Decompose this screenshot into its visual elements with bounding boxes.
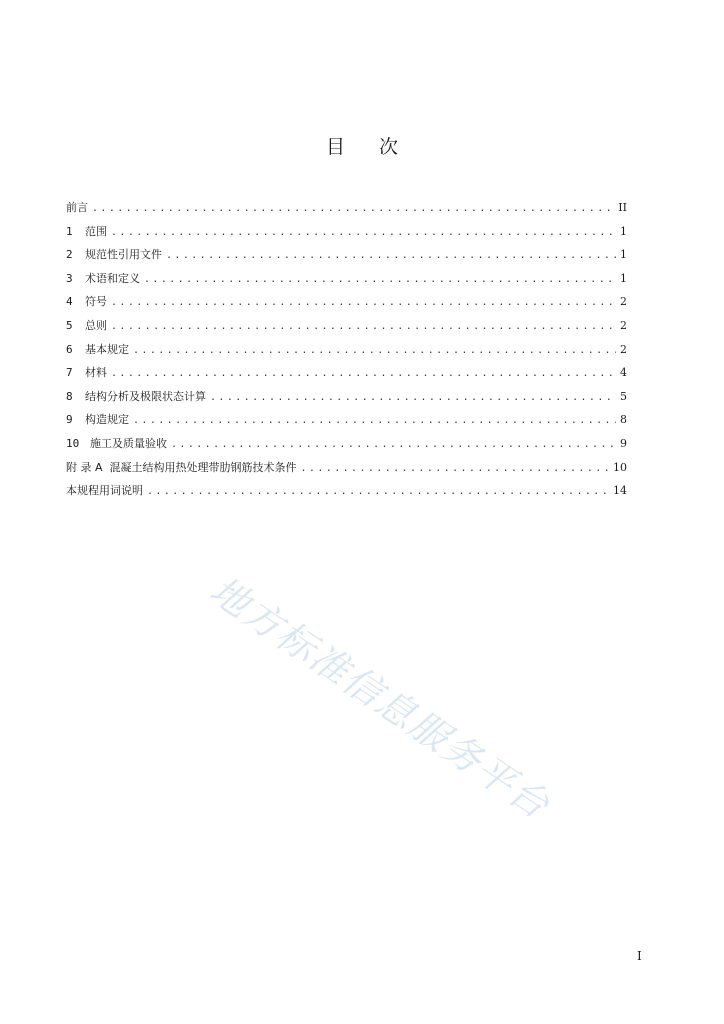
toc-entry[interactable]	[66, 270, 627, 294]
toc-leader-dots	[171, 436, 616, 454]
toc-leader-dots	[111, 318, 616, 336]
toc-entry-page: 1	[620, 224, 627, 238]
toc-entry[interactable]	[66, 459, 627, 483]
toc-entry[interactable]	[66, 411, 627, 435]
toc-entry-number: 6	[66, 342, 73, 356]
toc-leader-dots	[111, 224, 616, 242]
toc-entry-page: 2	[620, 318, 627, 332]
toc-leader-dots	[111, 365, 616, 383]
toc-entry-label: 术语和定义	[85, 271, 140, 285]
toc-entry-label: 施工及质量验收	[90, 436, 167, 450]
toc-leader-dots	[210, 389, 616, 407]
toc-entry[interactable]	[66, 223, 627, 247]
toc-entry-page: 5	[620, 389, 627, 403]
toc-entry[interactable]	[66, 246, 627, 270]
toc-entry-page: 14	[613, 484, 627, 498]
toc-entry-number: 2	[66, 248, 73, 262]
toc-entry-number: 1	[66, 224, 73, 238]
toc-leader-dots	[144, 271, 616, 289]
toc-entry[interactable]	[66, 293, 627, 317]
page-title: 目 次	[325, 136, 413, 158]
page-number: I	[637, 949, 642, 963]
toc-entry-label: 范围	[85, 224, 107, 238]
toc-entry-number: 9	[66, 413, 73, 427]
toc-entry[interactable]	[66, 388, 627, 412]
toc-entry-label: 基本规定	[85, 342, 129, 356]
toc-leader-dots	[301, 460, 609, 478]
toc-entry-page: 4	[620, 366, 627, 380]
toc-leader-dots	[92, 200, 614, 218]
toc-entry-label: 结构分析及极限状态计算	[85, 389, 206, 403]
toc-entry-label: 附 录 A 混凝土结构用热处理带肋钢筋技术条件	[66, 460, 297, 474]
toc-entry[interactable]	[66, 317, 627, 341]
toc-entry-page: 1	[620, 271, 627, 285]
toc-leader-dots	[133, 412, 616, 430]
toc-entry[interactable]	[66, 341, 627, 365]
toc-entry[interactable]	[66, 364, 627, 388]
toc-entry-page: 2	[620, 295, 627, 309]
toc-entry[interactable]	[66, 199, 627, 223]
toc-entry-page: 10	[613, 460, 627, 474]
toc-entry-number: 4	[66, 295, 73, 309]
toc-entry-number: 8	[66, 389, 73, 403]
toc-entry-page: 8	[620, 413, 627, 427]
toc-entry-label: 规范性引用文件	[85, 248, 162, 262]
toc-entry-number: 3	[66, 271, 73, 285]
toc-entry-label: 材料	[85, 366, 107, 380]
toc-entry[interactable]	[66, 435, 627, 459]
toc-leader-dots	[111, 294, 616, 312]
toc-entry[interactable]	[66, 482, 627, 506]
toc-entry-number: 5	[66, 318, 73, 332]
toc-entry-label: 符号	[85, 295, 107, 309]
toc-entry-label: 本规程用词说明	[66, 484, 143, 498]
toc-entry-page: 1	[620, 248, 627, 262]
toc-entry-page: 9	[620, 436, 627, 450]
toc-entry-label: 前言	[66, 201, 88, 214]
toc-entry-number: 7	[66, 366, 73, 380]
toc-entry-page: 2	[620, 342, 627, 356]
toc-entry-label: 总则	[85, 318, 107, 332]
toc-leader-dots	[133, 342, 616, 360]
toc-entry-number: 10	[66, 436, 80, 450]
table-of-contents	[66, 199, 627, 506]
toc-leader-dots	[166, 247, 616, 265]
watermark-text: 地方标准信息服务平台	[201, 567, 559, 828]
toc-entry-page: II	[618, 201, 627, 214]
toc-entry-label: 构造规定	[85, 413, 129, 427]
toc-leader-dots	[147, 483, 609, 501]
